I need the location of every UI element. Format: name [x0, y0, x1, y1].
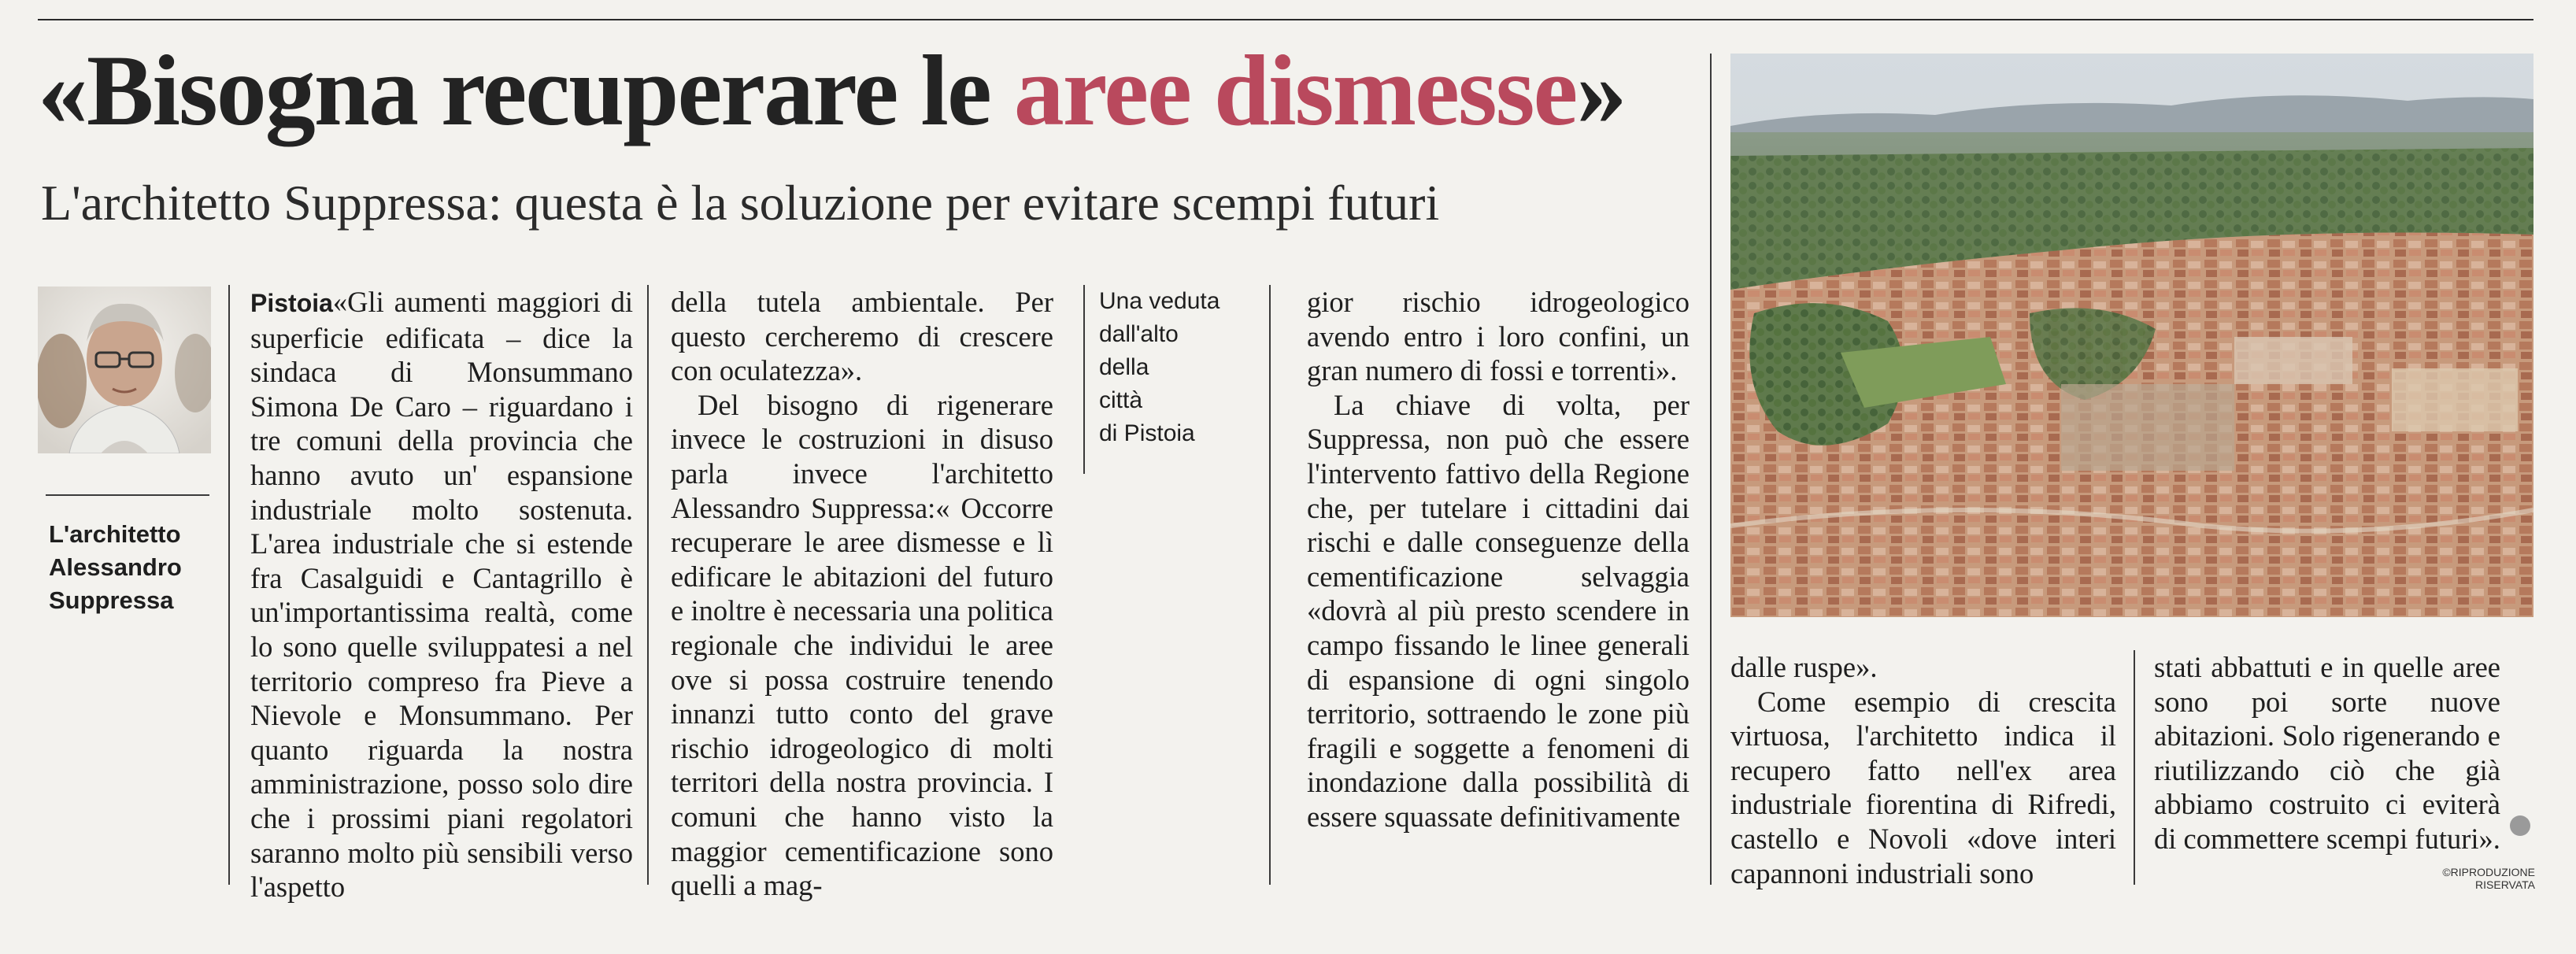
subheadline: L'architetto Suppressa: questa è la soluzione per evitare scempi futuri: [41, 175, 1440, 231]
column-rule: [228, 285, 230, 885]
photo-caption: [1099, 285, 1249, 450]
headline: [38, 31, 1675, 150]
body-paragraph: della tutela ambientale. Per questo cercheremo di crescere con oculatezza».: [671, 286, 1053, 387]
body-paragraph: dalle ruspe».: [1730, 651, 1878, 683]
article-column-1: [250, 285, 633, 904]
headline-close-quote: »: [1576, 35, 1626, 146]
headline-accent: aree dismesse: [1013, 35, 1577, 146]
portrait-caption-line: Alessandro: [49, 553, 182, 581]
body-paragraph: La chiave di volta, per Suppressa, non può che essere l'intervento fattivo della Regione che, per tutelare i cittadini dai rischi e dalle conseguenze della cementificazione selvaggia «dovrà al più presto scendere in campo fissando le linee generali di espansione di ogni singolo territorio, sottraendo le zone più fragili e soggette a fenomeni di inondazione dalla possibilità di essere squassate definitivamente: [1307, 388, 1690, 833]
photo-caption-line: della: [1099, 354, 1149, 380]
body-paragraph: gior rischio idrogeologico avendo entro i loro confini, un gran numero di fossi e torrenti».: [1307, 286, 1690, 387]
column-rule: [1710, 54, 1712, 885]
article-column-2: [671, 285, 1053, 903]
portrait-caption-line: L'architetto: [49, 520, 181, 548]
portrait-rule: [46, 494, 209, 496]
aerial-photo-pistoia: [1730, 54, 2533, 617]
body-paragraph: stati abbattuti e in quelle aree sono poi sorte nuove abitazioni. Solo rigenerando e riutilizzando ciò che già abbiamo costruito ci eviterà di commettere scempi futuri».: [2154, 651, 2500, 855]
column-rule: [1269, 285, 1271, 885]
column-rule: [2134, 650, 2135, 885]
portrait-caption-line: Suppressa: [49, 586, 174, 614]
photo-caption-line: città: [1099, 387, 1143, 413]
copyright-notice: ©RIPRODUZIONE RISERVATA: [2442, 866, 2535, 891]
photo-caption-line: di Pistoia: [1099, 420, 1195, 446]
end-mark-icon: [2510, 815, 2530, 836]
photo-caption-line: dall'alto: [1099, 321, 1179, 347]
portrait-photo: [38, 287, 211, 453]
article-column-4: [1730, 650, 2116, 890]
photo-caption-line: Una veduta: [1099, 288, 1220, 314]
column-rule: [647, 285, 649, 885]
body-paragraph: Come esempio di crescita virtuosa, l'architetto indica il recupero fatto nell'ex area industriale fiorentina di Rifredi, castello e Novoli «dove interi capannoni industriali sono: [1730, 685, 2116, 889]
column-rule: [1083, 285, 1085, 474]
body-paragraph: Del bisogno di rigenerare invece le costruzioni in disuso parla invece l'architetto Alessandro Suppressa:« Occorre recuperare le aree dismesse e lì edificare le abitazioni del futuro e inoltre è necessaria una politica regionale che individui le aree ove si possa costruire tenendo innanzi tutto conto del grave rischio idrogeologico di molti territori della nostra provincia. I comuni che hanno visto la maggior cementificazione sono quelli a mag-: [671, 388, 1053, 902]
portrait-caption: [49, 518, 206, 617]
headline-text: «Bisogna recuperare le: [38, 35, 1014, 146]
article-column-5: [2154, 650, 2500, 856]
dateline: Pistoia: [250, 289, 333, 317]
top-rule: [38, 19, 2533, 20]
article-column-3: [1307, 285, 1690, 834]
body-text: «Gli aumenti maggiori di superficie edificata – dice la sindaca di Monsummano Simona De Caro – riguardano i tre comuni della provincia che hanno avuto un' espansione industriale molto sostenuta. L'area industriale che si estende fra Casalguidi e Cantagrillo è un'importantissima realtà, come lo sono quelle sviluppatesi a nel territorio compreso fra Pieve a Nievole e Monsummano. Per quanto riguarda la nostra amministrazione, posso solo dire che i prossimi piani regolatori saranno molto più sensibili verso l'aspetto: [250, 286, 633, 904]
